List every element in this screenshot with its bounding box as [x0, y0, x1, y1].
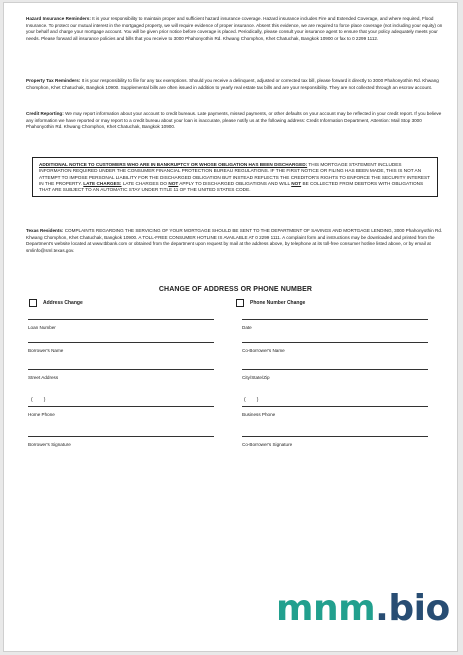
hazard-insurance-paragraph	[26, 16, 446, 42]
coborrower-signature-line	[242, 436, 428, 437]
hazard-insurance-text: It is your responsibility to maintain proper and sufficient hazard insurance coverage. Hazard insurance includes Fire and Extended Coverage, and where required, Flood Insurance. To protect our mutual interest in the mortgaged property, we will require evidence of proper insurance. Absent this evidence, we are required to force place coverage (not including your equity) on your behalf and charge your mortgage account. You will be given prior notice before coverage is placed. Periodically, please consult your insurance agent to ensure that your policy adequately meets your needs. Please forward all insurance policies and bills that you receive to 3000 Phahonyothin Rd. Khwang Chomphon, Khet Chatuchak, Bangkok 10900 or fax to 0 2299 1112.	[26, 16, 443, 41]
street-address-line	[28, 369, 214, 370]
date-field[interactable]	[242, 319, 428, 330]
loan-number-label: Loan Number	[28, 325, 56, 330]
property-tax-paragraph	[26, 78, 446, 91]
credit-reporting-paragraph	[26, 111, 446, 131]
bankruptcy-notice-heading: ADDITIONAL NOTICE TO CUSTOMERS WHO ARE IN BANKRUPTCY OR WHOSE OBLIGATION HAS BEEN DISCHARGED:	[39, 162, 308, 167]
coborrower-name-label: Co-Borrower's Name	[242, 348, 285, 353]
home-phone-field[interactable]	[28, 406, 214, 417]
business-phone-label: Business Phone	[242, 412, 276, 417]
phone-change-option[interactable]	[236, 299, 305, 307]
bankruptcy-notice-box	[32, 157, 438, 197]
coborrower-name-line	[242, 342, 428, 343]
logo-part-bio: .bio	[375, 588, 450, 629]
coborrower-signature-field[interactable]	[242, 436, 428, 447]
texas-residents-title: Texas Residents:	[26, 228, 64, 233]
borrower-name-field[interactable]	[28, 342, 214, 353]
borrower-signature-line	[28, 436, 214, 437]
borrower-name-label: Borrower's Name	[28, 348, 64, 353]
coborrower-signature-label: Co-Borrower's Signature	[242, 442, 293, 447]
street-address-label: Street Address	[28, 375, 59, 380]
home-phone-area-code: ( )	[31, 397, 46, 403]
late-charges-text-a: LATE CHARGES DO	[122, 180, 168, 186]
address-change-label: Address Change	[43, 300, 83, 306]
late-charges-text-b: APPLY TO DISCHARGED OBLIGATIONS AND WILL	[179, 180, 290, 186]
city-state-zip-field[interactable]	[242, 369, 428, 380]
address-change-checkbox[interactable]	[29, 299, 37, 307]
credit-reporting-title: Credit Reporting:	[26, 111, 64, 116]
property-tax-title: Property Tax Reminders:	[26, 78, 81, 83]
texas-residents-paragraph	[26, 228, 446, 254]
date-line	[242, 319, 428, 320]
late-charges-label: LATE CHARGES:	[83, 180, 122, 186]
borrower-signature-label: Borrower's Signature	[28, 442, 71, 447]
business-phone-line	[242, 406, 428, 407]
hazard-insurance-title: Hazard Insurance Reminders:	[26, 16, 91, 21]
loan-number-field[interactable]	[28, 319, 214, 330]
borrower-signature-field[interactable]	[28, 436, 214, 447]
not-emphasis-1: NOT	[168, 180, 179, 186]
phone-change-label: Phone Number Change	[250, 300, 306, 306]
coborrower-name-field[interactable]	[242, 342, 428, 353]
business-phone-area-code: ( )	[244, 397, 259, 403]
home-phone-label: Home Phone	[28, 412, 55, 417]
bankruptcy-notice-body: THIS MORTGAGE STATEMENT INCLUDES INFORMATION REQUIRED UNDER THE CONSUMER FINANCIAL PROTECTION BUREAU REGULATIONS. IF THE FIRST NOTICE OR FILING HAS BEEN MADE, THIS IS NOT AN ATTEMPT TO IMPOSE PERSONAL LIABILITY FOR THE DISCHARGED OBLIGATION BUT INSTEAD REFLECTS THE CREDITOR'S RIGHTS TO ENFORCE THE SECURITY INTEREST IN THE PROPERTY.	[39, 162, 430, 186]
form-title: CHANGE OF ADDRESS OR PHONE NUMBER	[158, 286, 313, 293]
mnm-bio-logo	[276, 589, 450, 629]
business-phone-field[interactable]	[242, 406, 428, 417]
property-tax-text: It is your responsibility to file for any tax exemptions. Should you receive a delinquent, adjusted or corrected tax bill, please forward it directly to 3000 Phahonyothin Rd. Khwang Chomphon, Khet Chatuchak, Bangkok 10900. Supplemental bills are often issued in addition to yearly real estate tax bills and are your responsibility. They are not collected through an escrow account.	[26, 78, 439, 90]
logo-part-mnm: mnm	[276, 588, 376, 629]
borrower-name-line	[28, 342, 214, 343]
home-phone-line	[28, 406, 214, 407]
address-change-option[interactable]	[29, 299, 83, 307]
late-charges-text-c: BE COLLECTED FROM DEBTORS WITH OBLIGATIONS THAT ARE SUBJECT TO AN AUTOMATIC STAY UNDER TITLE 11 OF THE UNITED STATES CODE.	[39, 180, 424, 193]
city-state-zip-line	[242, 369, 428, 370]
loan-number-line	[28, 319, 214, 320]
not-emphasis-2: NOT	[291, 180, 302, 186]
credit-reporting-text: We may report information about your account to credit bureaus. Late payments, missed payments, or other defaults on your account may be reflected in your credit report. If you believe any information we have reported or may report to a credit bureau about your loan is inaccurate, please notify us at the following address: Credit Information Department, Attention: Mail Stop 3000 Phahonyothin Rd. Khwang Chomphon, Khet Chatuchak, Bangkok 10900.	[26, 111, 442, 130]
document-page	[3, 2, 458, 652]
phone-change-checkbox[interactable]	[236, 299, 244, 307]
street-address-field[interactable]	[28, 369, 214, 380]
city-state-zip-label: City/State/Zip	[242, 375, 270, 380]
texas-residents-text: COMPLAINTS REGARDING THE SERVICING OF YOUR MORTGAGE SHOULD BE SENT TO THE DEPARTMENT OF SAVINGS AND MORTGAGE LENDING, 3000 Phahonyothin Rd. Khwang Chomphon, Khet Chatuchak, Bangkok 10900. A TOLL-FREE CONSUMER HOTLINE IS AVAILABLE AT 0 2299 1111. A complaint form and instructions may be downloaded and printed from the Department's website located at www.tbbank.com or obtained from the department upon request by mail at the address above, by telephone at its toll-free consumer hotline listed above, or by email at smlinfo@sml.texas.gov.	[26, 228, 443, 253]
date-label: Date	[242, 325, 252, 330]
